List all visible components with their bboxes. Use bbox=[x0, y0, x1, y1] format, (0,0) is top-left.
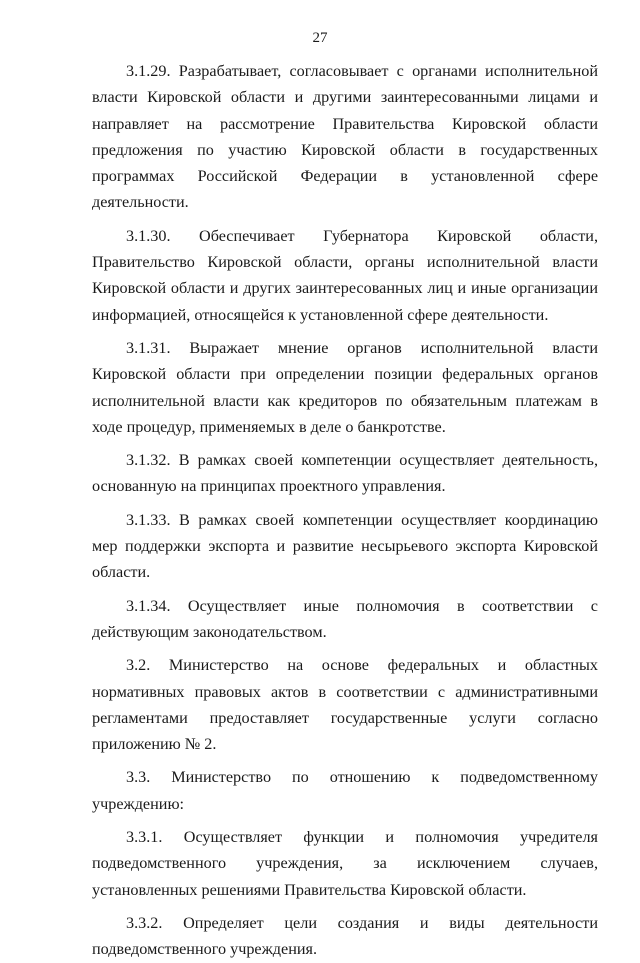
paragraph-3-3-2: 3.3.2. Определяет цели создания и виды деятельности подведомственного учреждения. bbox=[92, 913, 598, 959]
paragraph-3-2: 3.2. Министерство на основе федеральных и областных нормативных правовых актов в соответствии с административными регламентами предоставляет государственные услуги согласно приложению № 2. bbox=[92, 656, 598, 754]
paragraph-3-1-32: 3.1.32. В рамках своей компетенции осуществляет деятельность, основанную на принципах проектного управления. bbox=[92, 451, 598, 496]
paragraph-3-1-34: 3.1.34. Осуществляет иные полномочия в соответствии с действующим законодательством. bbox=[92, 596, 598, 641]
paragraph-3-3: 3.3. Министерство по отношению к подведомственному учреждению: bbox=[92, 768, 598, 813]
paragraph-3-1-31: 3.1.31. Выражает мнение органов исполнительной власти Кировской области при определении позиции федеральных органов исполнительной власти как кредиторов по обязательным платежам в ходе процедур, применяемых в деле о банкротстве. bbox=[92, 338, 598, 436]
paragraph-3-3-1: 3.3.1. Осуществляет функции и полномочия учредителя подведомственного учреждения, за исключением случаев, установленных решениями Правительства Кировской области. bbox=[92, 828, 598, 899]
paragraph-3-1-29: 3.1.29. Разрабатывает, согласовывает с органами исполнительной власти Кировской области и другими заинтересованными лицами и направляет на рассмотрение Правительства Кировской области предложения по участию Кировской области в государственных программах Российской Федерации в установленной сфере деятельности. bbox=[92, 62, 598, 212]
paragraph-3-1-33: 3.1.33. В рамках своей компетенции осуществляет координацию мер поддержки экспорта и развитие несырьевого экспорта Кировской области. bbox=[92, 510, 598, 582]
paragraph-3-1-30: 3.1.30. Обеспечивает Губернатора Кировской области, Правительство Кировской области, органы исполнительной власти Кировской области и других заинтересованных лиц и иные организации информацией, относящейся к установленной сфере деятельности. bbox=[92, 226, 598, 324]
page-number: 27 bbox=[312, 30, 328, 46]
document-body bbox=[92, 58, 598, 963]
